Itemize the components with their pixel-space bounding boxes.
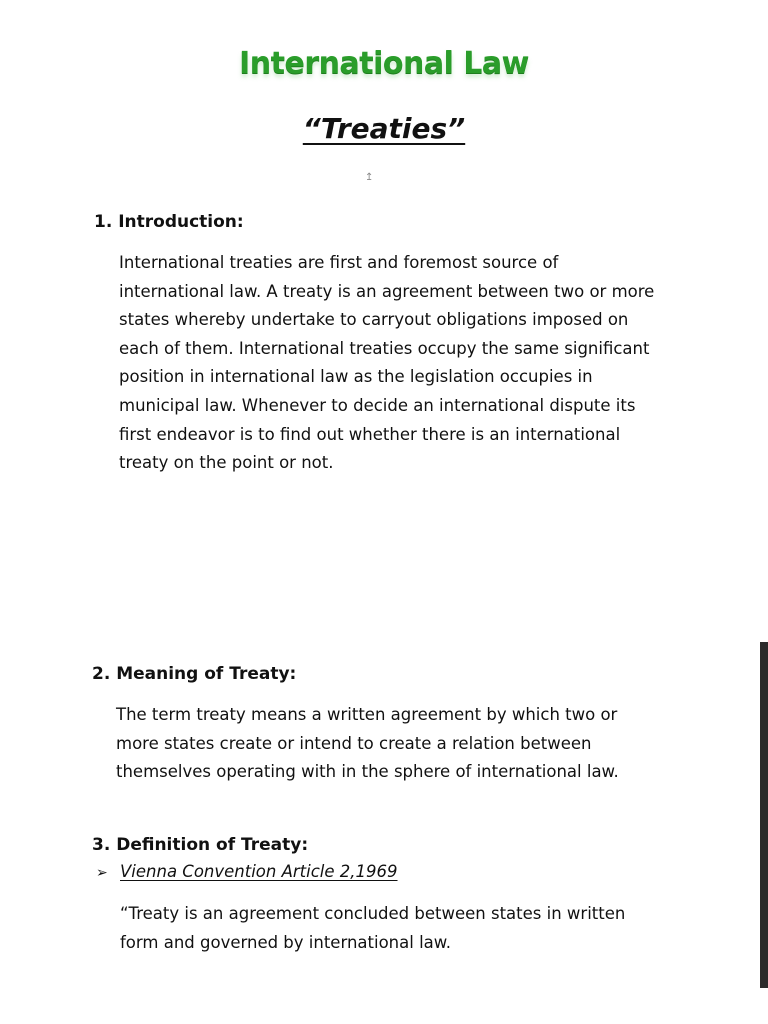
subtitle-text: “Treaties” — [302, 112, 466, 145]
section-heading-definition: 3. Definition of Treaty: — [92, 835, 309, 855]
paragraph-line: The term treaty means a written agreement by which two or — [116, 705, 618, 724]
arrow-bullet-icon: ➢ — [96, 865, 108, 881]
paragraph-line: municipal law. Whenever to decide an international dispute its — [119, 395, 636, 415]
section-body-meaning — [116, 701, 619, 787]
paragraph-line: position in international law as the legislation occupies in — [119, 367, 593, 387]
document-title: International Law — [239, 46, 529, 81]
section-heading-meaning: 2. Meaning of Treaty: — [92, 664, 297, 684]
reference-link: Vienna Convention Article 2,1969 — [120, 862, 398, 881]
paragraph-line: “Treaty is an agreement concluded between states in written — [120, 904, 626, 923]
bullet-reference — [96, 862, 398, 881]
section-body-definition — [120, 900, 625, 957]
section-body-introduction — [119, 249, 654, 478]
paragraph-line: international law. A treaty is an agreement between two or more — [119, 281, 655, 301]
paragraph-line: form and governed by international law. — [120, 932, 451, 952]
cursor-icon: ↥ — [365, 172, 374, 183]
paragraph-line: International treaties are first and foremost source of — [119, 253, 559, 272]
paragraph-line: more states create or intend to create a relation between — [116, 733, 592, 753]
paragraph-line: states whereby undertake to carryout obligations imposed on — [119, 310, 629, 330]
paragraph-line: each of them. International treaties occupy the same significant — [119, 338, 650, 358]
paragraph-line: first endeavor is to find out whether there is an international — [119, 424, 621, 444]
section-heading-introduction: 1. Introduction: — [94, 212, 244, 232]
paragraph-line: themselves operating with in the sphere of international law. — [116, 762, 619, 782]
document-subtitle — [0, 112, 768, 145]
scrollbar-edge — [760, 642, 768, 988]
paragraph-line: treaty on the point or not. — [119, 453, 334, 473]
